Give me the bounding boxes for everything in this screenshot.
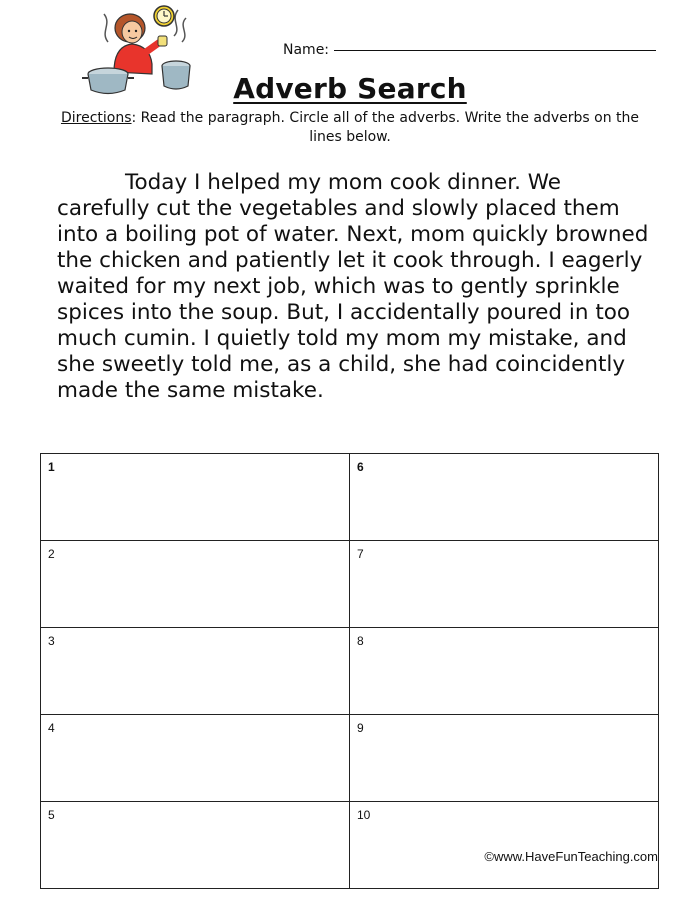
answer-cell-6[interactable]: 6 [350,454,659,541]
answer-cell-4[interactable]: 4 [41,715,350,802]
answer-cell-5[interactable]: 5 [41,802,350,889]
answer-row [41,541,659,628]
answer-grid [40,453,659,889]
title-text: Adverb Search [233,72,467,105]
answer-cell-7[interactable]: 7 [350,541,659,628]
answer-cell-2[interactable]: 2 [41,541,350,628]
answer-row [41,715,659,802]
answer-cell-10[interactable]: 10 [350,802,659,889]
answer-cell-9[interactable]: 9 [350,715,659,802]
name-blank-line[interactable] [334,50,656,51]
copyright-footer: ©www.HaveFunTeaching.com [484,849,658,864]
answer-cell-8[interactable]: 8 [350,628,659,715]
answer-cell-1[interactable]: 1 [41,454,350,541]
answer-cell-3[interactable]: 3 [41,628,350,715]
answer-row [41,454,659,541]
answer-row [41,628,659,715]
answer-row [41,802,659,889]
reading-paragraph: Today I helped my mom cook dinner. We carefully cut the vegetables and slowly placed them into a boiling pot of water. Next, mom quickly browned the chicken and patiently let it cook through. I eagerly waited for my next job, which was to gently sprinkle spices into the soup. But, I accidentally poured in too much cumin. I quietly told my mom my mistake, and she sweetly told me, as a child, she had coincidently made the same mistake. [57,170,649,403]
directions-text: : Read the paragraph. Circle all of the adverbs. Write the adverbs on the lines below. [131,110,640,145]
name-field[interactable] [283,42,656,58]
directions-label: Directions [60,110,132,126]
name-label: Name: [283,42,330,58]
directions [46,109,654,147]
worksheet-title [0,72,700,105]
